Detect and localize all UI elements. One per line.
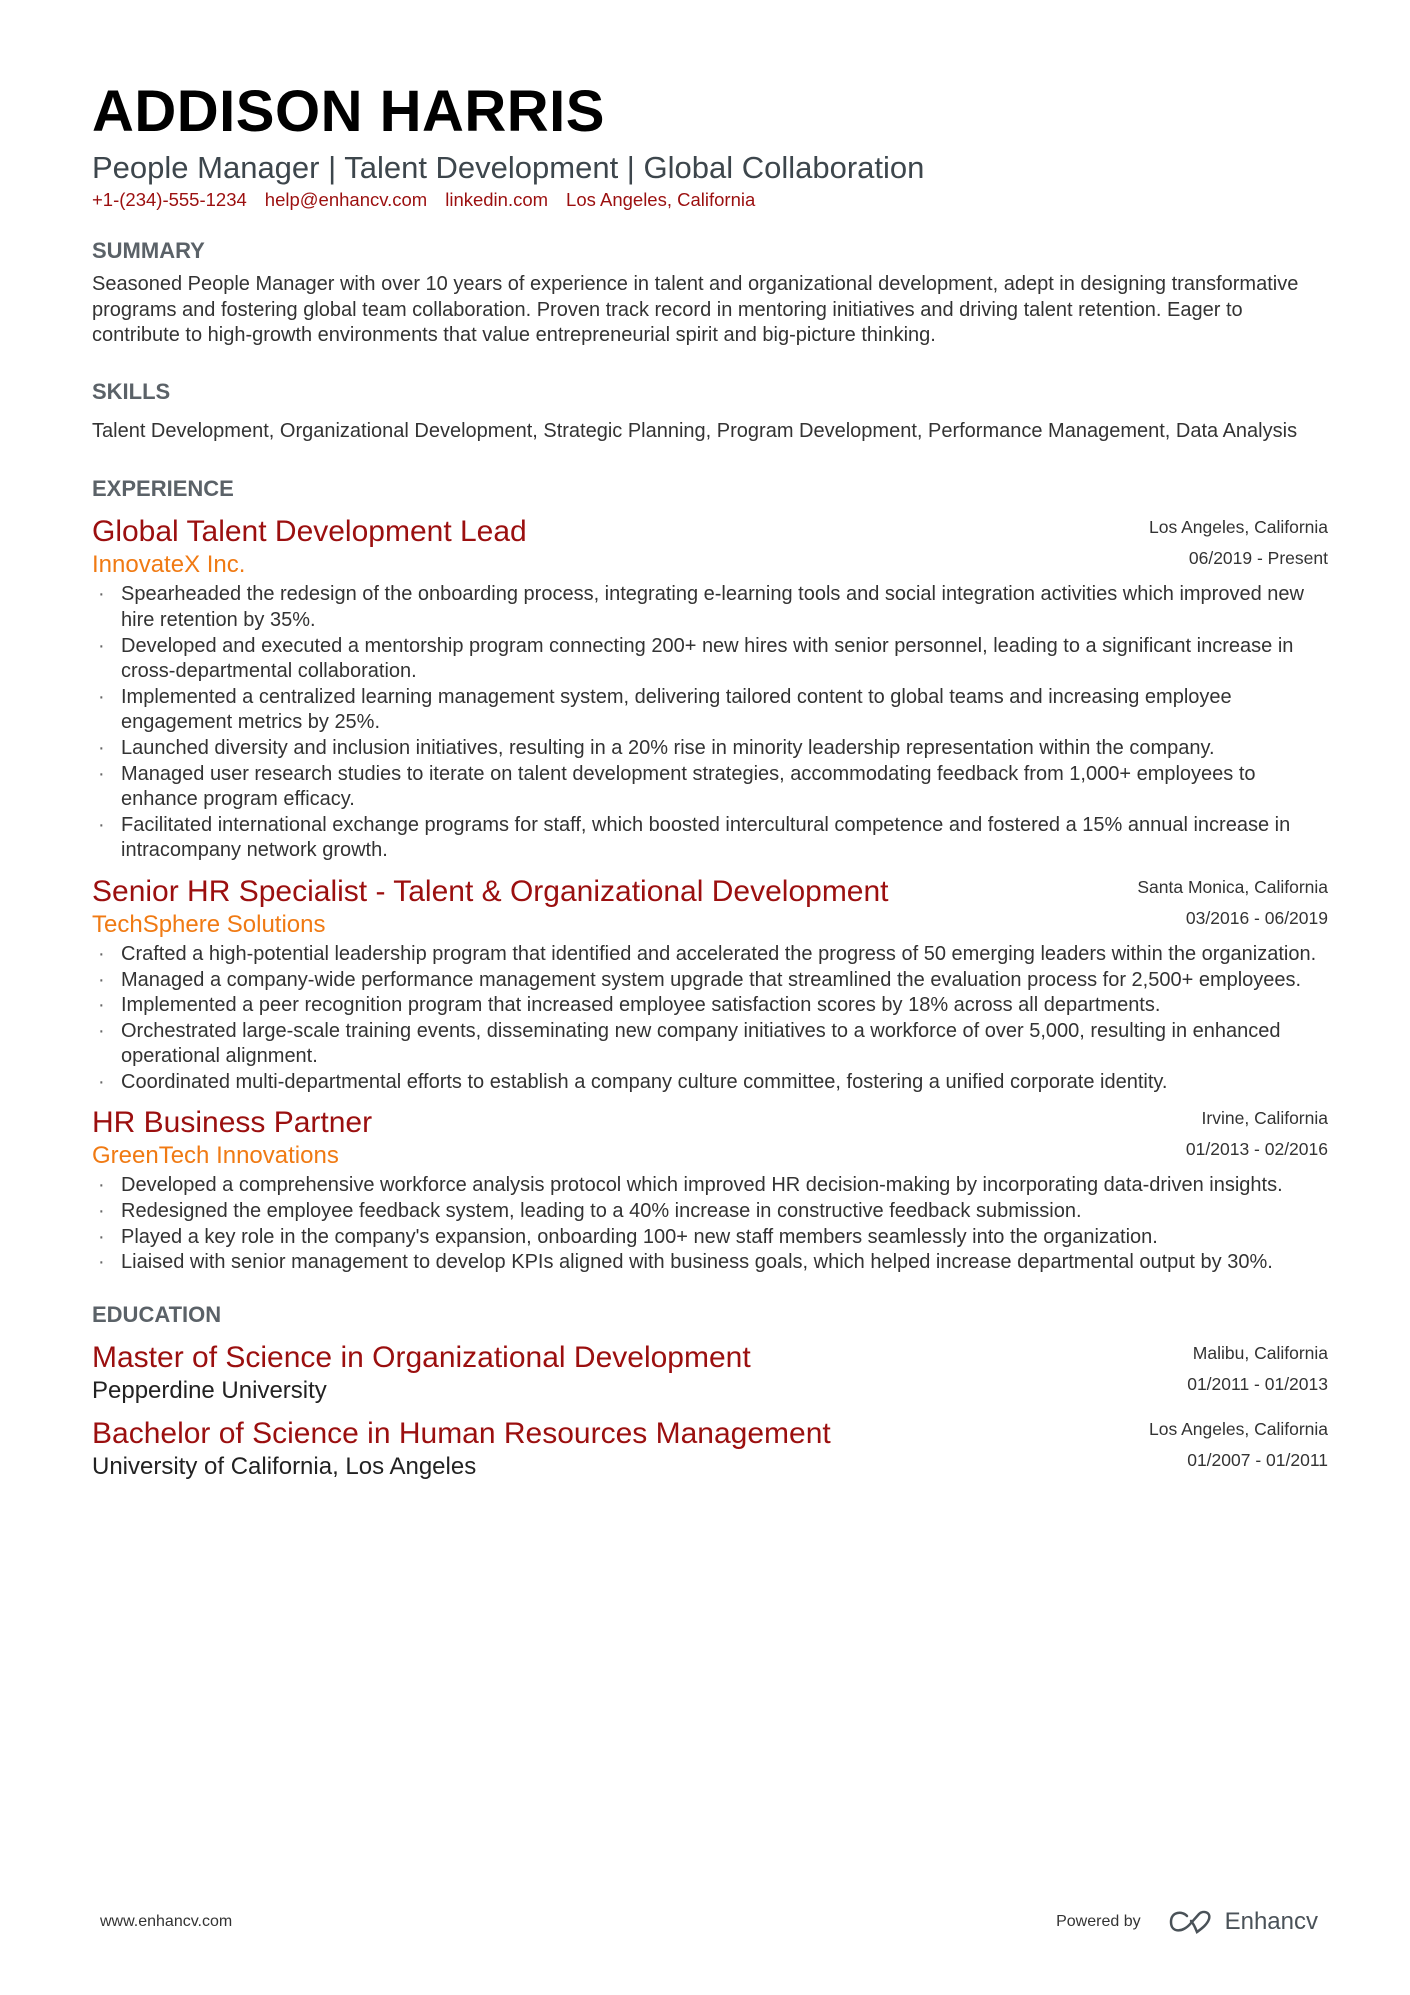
job-entry bbox=[92, 874, 1328, 1096]
bullet-item: · Managed a company-wide performance management system upgrade that streamlined the evaluation process for 2,500+ employees. bbox=[92, 968, 1328, 994]
bullet-item: · Liaised with senior management to develop KPIs aligned with business goals, which helped increase departmental output by 30%. bbox=[92, 1250, 1328, 1276]
job-entry bbox=[92, 1105, 1328, 1275]
education-heading: EDUCATION bbox=[92, 1301, 222, 1327]
school-name: University of California, Los Angeles bbox=[92, 1452, 477, 1480]
job-entry bbox=[92, 514, 1328, 864]
summary-text: Seasoned People Manager with over 10 years of experience in talent and organizational development, adept in designing transformative programs and fostering global team collaboration. Proven track record in mentoring initiatives and driving talent retention. Eager to contribute to high-growth environments that value entrepreneurial spirit and big-picture thinking. bbox=[92, 273, 1299, 347]
job-dates: 06/2019 - Present bbox=[1188, 548, 1328, 569]
headline: People Manager | Talent Development | Global Collaboration bbox=[92, 150, 925, 185]
bullet-item: · Implemented a centralized learning management system, delivering tailored content to global teams and increasing employee engagement metrics by 25%. bbox=[92, 685, 1328, 736]
location: Los Angeles, California bbox=[566, 189, 756, 210]
job-dates: 03/2016 - 06/2019 bbox=[1185, 907, 1328, 928]
bullet-item: · Crafted a high-potential leadership program that identified and accelerated the progress of 50 emerging leaders within the organization. bbox=[92, 942, 1328, 968]
email-link[interactable]: help@enhancv.com bbox=[264, 189, 428, 210]
job-title: Senior HR Specialist - Talent & Organizational Development bbox=[92, 874, 889, 908]
education-entry bbox=[92, 1340, 1328, 1406]
resume bbox=[92, 78, 1328, 1482]
degree: Master of Science in Organizational Development bbox=[92, 1340, 751, 1374]
brand-name: Enhancv bbox=[1224, 1908, 1318, 1935]
edu-dates: 01/2011 - 01/2013 bbox=[1187, 1373, 1328, 1394]
bullet-item: · Spearheaded the redesign of the onboarding process, integrating e-learning tools and social integration activities which improved new hire retention by 35%. bbox=[92, 582, 1328, 633]
bullet-item: · Orchestrated large-scale training events, disseminating new company initiatives to a workforce of over 5,000, resulting in enhanced operational alignment. bbox=[92, 1019, 1328, 1070]
education-entry bbox=[92, 1416, 1328, 1482]
job-dates: 01/2013 - 02/2016 bbox=[1185, 1139, 1328, 1160]
bullet-item: · Launched diversity and inclusion initiatives, resulting in a 20% rise in minority leadership representation within the company. bbox=[92, 736, 1328, 762]
bullet-item: · Coordinated multi-departmental efforts to establish a company culture committee, fostering a unified corporate identity. bbox=[92, 1070, 1328, 1096]
contact-info bbox=[92, 188, 1328, 212]
experience-heading: EXPERIENCE bbox=[92, 476, 234, 502]
job-location: Irvine, California bbox=[1201, 1108, 1328, 1129]
bullet-item: · Redesigned the employee feedback system, leading to a 40% increase in constructive feedback submission. bbox=[92, 1199, 1328, 1225]
edu-dates: 01/2007 - 01/2011 bbox=[1187, 1449, 1328, 1470]
edu-location: Los Angeles, California bbox=[1149, 1418, 1328, 1439]
edu-location: Malibu, California bbox=[1192, 1342, 1328, 1363]
powered-by-label: Powered by bbox=[1056, 1913, 1141, 1930]
job-title: Global Talent Development Lead bbox=[92, 515, 527, 549]
bullet-item: · Developed a comprehensive workforce analysis protocol which improved HR decision-making by incorporating data-driven insights. bbox=[92, 1173, 1328, 1199]
phone[interactable]: +1-(234)-555-1234 bbox=[92, 189, 247, 210]
enhancv-logo[interactable] bbox=[1167, 1908, 1318, 1936]
summary-heading: SUMMARY bbox=[92, 238, 205, 263]
job-location: Santa Monica, California bbox=[1137, 876, 1328, 897]
job-bullets bbox=[92, 582, 1328, 864]
company-name: GreenTech Innovations bbox=[92, 1142, 339, 1170]
job-title: HR Business Partner bbox=[92, 1106, 373, 1140]
school-name: Pepperdine University bbox=[92, 1376, 327, 1404]
skills-text: Talent Development, Organizational Development, Strategic Planning, Program Development, Performance Management, Data Analysis bbox=[92, 419, 1298, 442]
website-link[interactable]: www.enhancv.com bbox=[100, 1913, 233, 1930]
bullet-item: · Developed and executed a mentorship program connecting 200+ new hires with senior personnel, leading to a significant increase in cross-departmental collaboration. bbox=[92, 634, 1328, 685]
bullet-item: · Implemented a peer recognition program that increased employee satisfaction scores by 18% across all departments. bbox=[92, 993, 1328, 1019]
footer bbox=[100, 1908, 1318, 1936]
job-location: Los Angeles, California bbox=[1149, 517, 1328, 538]
bullet-item: · Facilitated international exchange programs for staff, which boosted intercultural competence and fostered a 15% annual increase in intracompany network growth. bbox=[92, 813, 1328, 864]
company-name: TechSphere Solutions bbox=[92, 910, 326, 938]
degree: Bachelor of Science in Human Resources Management bbox=[92, 1416, 831, 1450]
experience-list bbox=[92, 514, 1328, 1275]
company-name: InnovateX Inc. bbox=[92, 551, 246, 579]
enhancv-logo-icon bbox=[1167, 1909, 1215, 1935]
job-bullets bbox=[92, 942, 1328, 1096]
job-bullets bbox=[92, 1173, 1328, 1275]
bullet-item: · Played a key role in the company's expansion, onboarding 100+ new staff members seamlessly into the organization. bbox=[92, 1225, 1328, 1251]
candidate-name: ADDISON HARRIS bbox=[92, 79, 605, 144]
linkedin-link[interactable]: linkedin.com bbox=[445, 189, 549, 210]
skills-heading: SKILLS bbox=[92, 378, 171, 404]
bullet-item: · Managed user research studies to iterate on talent development strategies, accommodating feedback from 1,000+ employees to enhance program efficacy. bbox=[92, 762, 1328, 813]
education-list bbox=[92, 1340, 1328, 1482]
